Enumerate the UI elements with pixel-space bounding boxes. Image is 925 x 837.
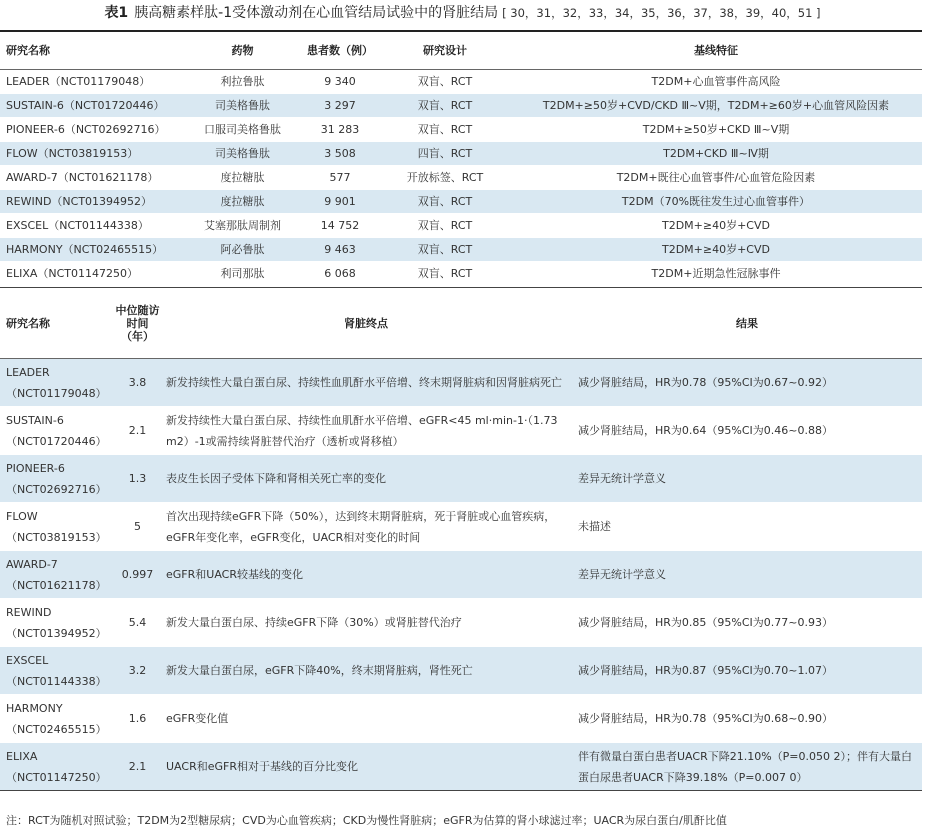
- study-name: PIONEER-6: [6, 461, 65, 475]
- table-title-text: 胰高糖素样肽-1受体激动剂在心血管结局试验中的肾脏结局: [134, 5, 499, 21]
- table-cell: 31 283: [300, 118, 380, 142]
- followup-years: 5.4: [115, 599, 160, 647]
- table-cell: AWARD-7（NCT01621178）: [0, 166, 185, 190]
- table-cell: 9 463: [300, 238, 380, 262]
- study-id: （NCT02692716）: [6, 482, 107, 496]
- table-row: [0, 166, 922, 190]
- result: 减少肾脏结局，HR为0.85（95%CI为0.77~0.93）: [572, 599, 922, 647]
- followup-years: 5: [115, 503, 160, 551]
- table-row: [0, 455, 922, 503]
- renal-endpoint: 首次出现持续eGFR下降（50%），达到终末期肾脏病，死于肾脏或心血管疾病，eGFR年变化率，eGFR变化，UACR相对变化的时间: [160, 503, 572, 551]
- renal-endpoint: 新发大量白蛋白尿、持续eGFR下降（30%）或肾脏替代治疗: [160, 599, 572, 647]
- baseline-table: [0, 30, 922, 286]
- table-cell: 9 340: [300, 70, 380, 94]
- renal-outcome-table: [0, 287, 922, 791]
- table-label: 表1: [104, 5, 129, 21]
- table-row: [0, 407, 922, 455]
- study-name-cell: [0, 551, 115, 599]
- result: 差异无统计学意义: [572, 551, 922, 599]
- table-footnote: 注：RCT为随机对照试验；T2DM为2型糖尿病；CVD为心血管疾病；CKD为慢性肾脏病；eGFR为估算的肾小球滤过率；UACR为尿白蛋白/肌酐比值: [6, 814, 727, 827]
- table-cell: SUSTAIN-6（NCT01720446）: [0, 94, 185, 118]
- study-name: AWARD-7: [6, 557, 58, 571]
- table-cell: LEADER（NCT01179048）: [0, 70, 185, 94]
- followup-years: 2.1: [115, 407, 160, 455]
- table-row: [0, 214, 922, 238]
- renal-endpoint: eGFR和UACR较基线的变化: [160, 551, 572, 599]
- table-cell: 司美格鲁肽: [185, 94, 300, 118]
- table-header-row: [0, 31, 922, 70]
- table-cell: 开放标签、RCT: [380, 166, 510, 190]
- table-cell: 双盲、RCT: [380, 70, 510, 94]
- table-header-row: [0, 288, 922, 359]
- table-row: [0, 94, 922, 118]
- renal-endpoint: 新发大量白蛋白尿，eGFR下降40%，终末期肾脏病，肾性死亡: [160, 647, 572, 695]
- table-cell: 双盲、RCT: [380, 94, 510, 118]
- table-row: [0, 503, 922, 551]
- table-cell: 利司那肽: [185, 262, 300, 286]
- followup-years: 3.2: [115, 647, 160, 695]
- followup-years: 3.8: [115, 359, 160, 407]
- table-row: [0, 599, 922, 647]
- col-header: 肾脏终点: [160, 288, 572, 359]
- table-cell: T2DM+既往心血管事件/心血管危险因素: [510, 166, 922, 190]
- table-cell: 双盲、RCT: [380, 118, 510, 142]
- table-cell: T2DM+心血管事件高风险: [510, 70, 922, 94]
- table-cell: T2DM+≥50岁+CVD/CKD Ⅲ~Ⅴ期，T2DM+≥60岁+心血管风险因素: [510, 94, 922, 118]
- table-row: [0, 238, 922, 262]
- table-cell: T2DM+≥50岁+CKD Ⅲ~Ⅴ期: [510, 118, 922, 142]
- study-name-cell: [0, 503, 115, 551]
- result: 伴有微量白蛋白患者UACR下降21.10%（P=0.050 2）；伴有大量白蛋白尿患者UACR下降39.18%（P=0.007 0）: [572, 743, 922, 791]
- table-row: [0, 551, 922, 599]
- table-cell: 6 068: [300, 262, 380, 286]
- table-title: [0, 0, 925, 26]
- col-header: 药物: [185, 31, 300, 70]
- table-cell: 9 901: [300, 190, 380, 214]
- table-row: [0, 190, 922, 214]
- followup-years: 0.997: [115, 551, 160, 599]
- table-cell: REWIND（NCT01394952）: [0, 190, 185, 214]
- table-row: [0, 647, 922, 695]
- table-cell: 度拉糖肽: [185, 190, 300, 214]
- followup-years: 1.6: [115, 695, 160, 743]
- table-cell: 3 508: [300, 142, 380, 166]
- table-cell: FLOW（NCT03819153）: [0, 142, 185, 166]
- table-cell: 双盲、RCT: [380, 214, 510, 238]
- result: 减少肾脏结局，HR为0.78（95%CI为0.68~0.90）: [572, 695, 922, 743]
- study-id: （NCT02465515）: [6, 722, 107, 736]
- renal-endpoint: 新发持续性大量白蛋白尿、持续性血肌酐水平倍增、终末期肾脏病和因肾脏病死亡: [160, 359, 572, 407]
- table-cell: ELIXA（NCT01147250）: [0, 262, 185, 286]
- table-cell: 口服司美格鲁肽: [185, 118, 300, 142]
- renal-endpoint: 表皮生长因子受体下降和肾相关死亡率的变化: [160, 455, 572, 503]
- study-name: SUSTAIN-6: [6, 413, 64, 427]
- study-id: （NCT01144338）: [6, 674, 107, 688]
- table-row: [0, 262, 922, 286]
- followup-years: 2.1: [115, 743, 160, 791]
- table-row: [0, 359, 922, 407]
- result: 未描述: [572, 503, 922, 551]
- table-cell: 四盲、RCT: [380, 142, 510, 166]
- table-cell: 双盲、RCT: [380, 262, 510, 286]
- table-row: [0, 70, 922, 94]
- study-name: FLOW: [6, 509, 38, 523]
- study-name: LEADER: [6, 365, 50, 379]
- table-cell: PIONEER-6（NCT02692716）: [0, 118, 185, 142]
- study-id: （NCT01179048）: [6, 386, 107, 400]
- study-name-cell: [0, 743, 115, 791]
- table-cell: 双盲、RCT: [380, 238, 510, 262]
- study-id: （NCT01394952）: [6, 626, 107, 640]
- col-header: 研究设计: [380, 31, 510, 70]
- table-cell: 双盲、RCT: [380, 190, 510, 214]
- table-cell: T2DM+CKD Ⅲ~Ⅳ期: [510, 142, 922, 166]
- references: [ 30，31，32，33，34，35，36，37，38，39，40，51 ]: [502, 6, 821, 20]
- study-name: HARMONY: [6, 701, 63, 715]
- col-header: 患者数（例）: [300, 31, 380, 70]
- renal-endpoint: eGFR变化值: [160, 695, 572, 743]
- study-name-cell: [0, 647, 115, 695]
- study-id: （NCT03819153）: [6, 530, 107, 544]
- table-cell: HARMONY（NCT02465515）: [0, 238, 185, 262]
- study-name-cell: [0, 359, 115, 407]
- renal-endpoint: UACR和eGFR相对于基线的百分比变化: [160, 743, 572, 791]
- table-cell: 14 752: [300, 214, 380, 238]
- table-cell: EXSCEL（NCT01144338）: [0, 214, 185, 238]
- result: 减少肾脏结局，HR为0.64（95%CI为0.46~0.88）: [572, 407, 922, 455]
- table-cell: 司美格鲁肽: [185, 142, 300, 166]
- study-id: （NCT01720446）: [6, 434, 107, 448]
- col-header: 研究名称: [0, 31, 185, 70]
- study-name-cell: [0, 599, 115, 647]
- col-header: 基线特征: [510, 31, 922, 70]
- study-name: EXSCEL: [6, 653, 49, 667]
- table-row: [0, 695, 922, 743]
- study-id: （NCT01147250）: [6, 770, 107, 784]
- table-cell: 艾塞那肽周制剂: [185, 214, 300, 238]
- study-name: REWIND: [6, 605, 52, 619]
- table-row: [0, 142, 922, 166]
- followup-years: 1.3: [115, 455, 160, 503]
- col-header: 研究名称: [0, 288, 115, 359]
- study-name-cell: [0, 407, 115, 455]
- table-cell: 577: [300, 166, 380, 190]
- renal-endpoint: 新发持续性大量白蛋白尿、持续性血肌酐水平倍增、eGFR<45 ml·min-1·（1.73 m2）-1或需持续肾脏替代治疗（透析或肾移植）: [160, 407, 572, 455]
- result: 差异无统计学意义: [572, 455, 922, 503]
- table-cell: 阿必鲁肽: [185, 238, 300, 262]
- table-cell: T2DM+≥40岁+CVD: [510, 238, 922, 262]
- study-name: ELIXA: [6, 749, 38, 763]
- study-name-cell: [0, 455, 115, 503]
- table-cell: T2DM+近期急性冠脉事件: [510, 262, 922, 286]
- col-header: 结果: [572, 288, 922, 359]
- study-id: （NCT01621178）: [6, 578, 107, 592]
- result: 减少肾脏结局，HR为0.78（95%CI为0.67~0.92）: [572, 359, 922, 407]
- col-header: 中位随访时间（年）: [115, 288, 160, 359]
- table-cell: T2DM（70%既往发生过心血管事件）: [510, 190, 922, 214]
- table-row: [0, 118, 922, 142]
- table-cell: 度拉糖肽: [185, 166, 300, 190]
- study-name-cell: [0, 695, 115, 743]
- table-cell: T2DM+≥40岁+CVD: [510, 214, 922, 238]
- table-cell: 利拉鲁肽: [185, 70, 300, 94]
- table-row: [0, 743, 922, 791]
- result: 减少肾脏结局，HR为0.87（95%CI为0.70~1.07）: [572, 647, 922, 695]
- table-cell: 3 297: [300, 94, 380, 118]
